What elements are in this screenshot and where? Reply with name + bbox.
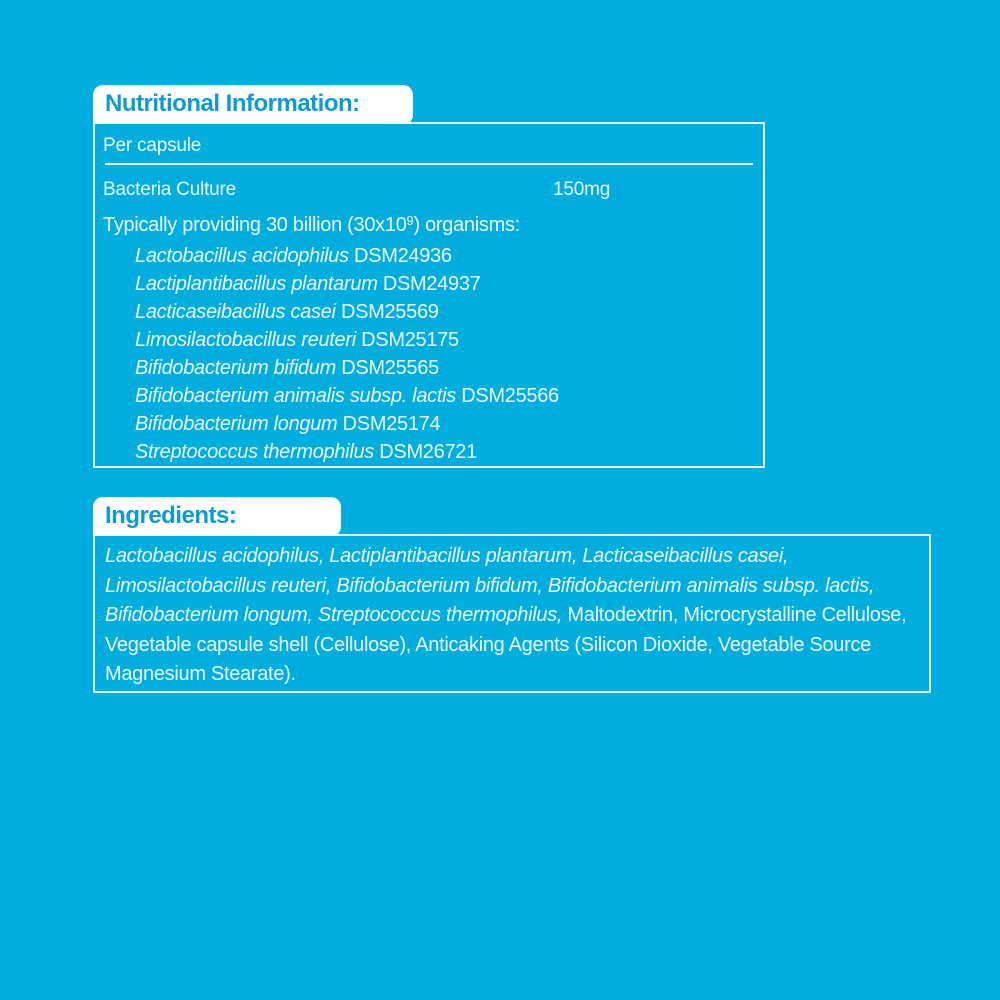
strain-item: [135, 382, 755, 410]
strain-code: DSM25174: [337, 413, 441, 435]
strain-species: Bifidobacterium animalis subsp. lactis: [135, 385, 456, 407]
strain-code: DSM26721: [374, 441, 477, 463]
strain-species: Limosilactobacillus reuteri: [135, 329, 356, 351]
strain-code: DSM24937: [377, 273, 481, 295]
strain-species: Bifidobacterium bifidum: [135, 357, 336, 379]
strain-code: DSM25175: [355, 329, 459, 351]
strain-item: [135, 438, 755, 466]
strain-species: Bifidobacterium longum: [135, 413, 338, 435]
strain-code: DSM24936: [348, 245, 452, 267]
strain-item: [135, 298, 755, 326]
ingredients-box: [93, 534, 931, 693]
bacteria-culture-value: 150mg: [553, 179, 611, 200]
nutrition-panel: [93, 85, 765, 468]
ingredients-title: Ingredients:: [105, 501, 237, 529]
strain-item: [135, 326, 755, 354]
ingredients-text: [105, 542, 919, 690]
strain-list: [103, 242, 755, 466]
strain-code: DSM25566: [455, 385, 559, 407]
providing-line: [103, 212, 755, 240]
nutrition-tab: [93, 85, 413, 124]
strain-species: Lactobacillus acidophilus: [135, 245, 349, 267]
strain-species: Lacticaseibacillus casei: [135, 301, 336, 323]
ingredients-species-segment: Lactobacillus acidophilus, Lactiplantibacillus plantarum, Lacticaseibacillus casei, Limosilactobacillus reuteri, Bifidobacterium bifidum, Bifidobacterium animalis subsp. lactis, Bifidobacterium longum, Streptococcus thermophilus,: [105, 545, 875, 626]
strain-species: Lactiplantibacillus plantarum: [135, 273, 378, 295]
bacteria-culture-row: [103, 178, 755, 202]
providing-suffix: ) organisms:: [413, 214, 520, 236]
ingredients-tab: [93, 497, 341, 536]
strain-species: Streptococcus thermophilus: [135, 441, 374, 463]
ingredients-panel: [93, 497, 931, 693]
strain-item: [135, 270, 755, 298]
strain-code: DSM25565: [335, 357, 439, 379]
nutrition-title: Nutritional Information:: [105, 89, 360, 117]
providing-superscript: 9: [406, 213, 414, 228]
providing-prefix: Typically providing 30 billion (30x10: [103, 214, 407, 236]
strain-code: DSM25569: [335, 301, 439, 323]
strain-item: [135, 410, 755, 438]
per-capsule-label: Per capsule: [103, 135, 202, 156]
nutrition-box: [93, 122, 765, 468]
divider-line: [105, 163, 753, 165]
ingredients-other-segment: Maltodextrin, Microcrystalline Cellulose, Vegetable capsule shell (Cellulose), Anticaking Agents (Silicon Dioxide, Vegetable Source Magnesium Stearate).: [105, 604, 907, 685]
strain-item: [135, 242, 755, 270]
bacteria-culture-label: Bacteria Culture: [103, 179, 237, 200]
strain-item: [135, 354, 755, 382]
